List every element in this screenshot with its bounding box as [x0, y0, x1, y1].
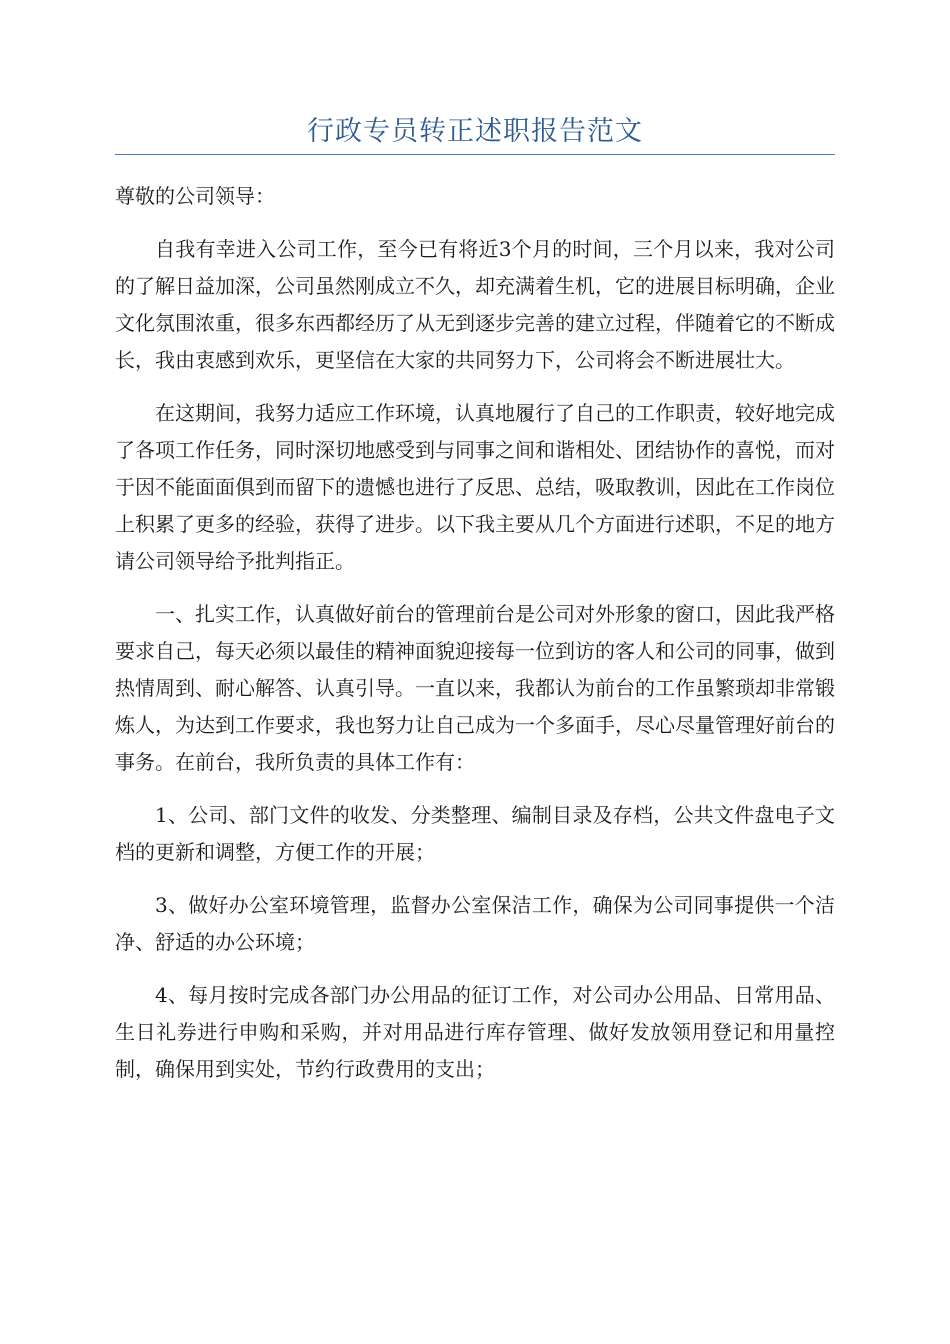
- list-item-3: 3、做好办公室环境管理，监督办公室保洁工作，确保为公司同事提供一个洁净、舒适的办公环境；: [115, 893, 835, 954]
- paragraph-intro: 自我有幸进入公司工作，至今已有将近3个月的时间，三个月以来，我对公司的了解日益加深，公司虽然刚成立不久，却充满着生机，它的进展目标明确，企业文化氛围浓重，很多东西都经历了从无到逐步完善的建立过程，伴随着它的不断成长，我由衷感到欢乐，更坚信在大家的共同努力下，公司将会不断进展壮大。: [115, 237, 835, 372]
- document-body: [115, 178, 835, 1104]
- paragraph-adaptation: 在这期间，我努力适应工作环境，认真地履行了自己的工作职责，较好地完成了各项工作任务，同时深切地感受到与同事之间和谐相处、团结协作的喜悦，而对于因不能面面俱到而留下的遗憾也进行了反思、总结，吸取教训，因此在工作岗位上积累了更多的经验，获得了进步。以下我主要从几个方面进行述职，不足的地方请公司领导给予批判指正。: [115, 401, 835, 573]
- title-underline: [115, 154, 835, 155]
- document-title: 行政专员转正述职报告范文: [307, 116, 643, 147]
- paragraph-section-one: 一、扎实工作，认真做好前台的管理前台是公司对外形象的窗口，因此我严格要求自己，每天必须以最佳的精神面貌迎接每一位到访的客人和公司的同事，做到热情周到、耐心解答、认真引导。一直以来，我都认为前台的工作虽繁琐却非常锻炼人，为达到工作要求，我也努力让自己成为一个多面手，尽心尽量管理好前台的事务。在前台，我所负责的具体工作有：: [115, 602, 835, 774]
- list-item-1: 1、公司、部门文件的收发、分类整理、编制目录及存档，公共文件盘电子文档的更新和调整，方便工作的开展；: [115, 803, 835, 864]
- list-item-4: 4、每月按时完成各部门办公用品的征订工作，对公司办公用品、日常用品、生日礼券进行申购和采购，并对用品进行库存管理、做好发放领用登记和用量控制，确保用到实处，节约行政费用的支出；: [115, 983, 835, 1081]
- salutation: 尊敬的公司领导：: [115, 184, 275, 208]
